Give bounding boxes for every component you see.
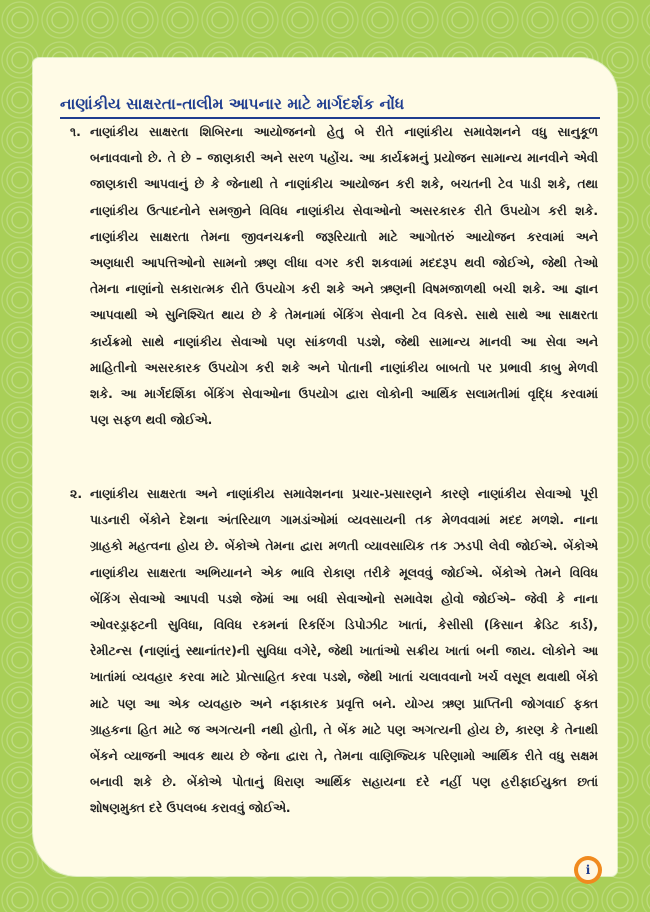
text-line: માટે પણ આ એક વ્યવહારુ અને નફાકારક પ્રવૃત્તિ બને. યોગ્ય ઋણ પ્રાપ્તિની જોગવાઈ ફક્ત <box>90 696 598 711</box>
text-line: નાણાંકીય ઉત્પાદનોને સમજીને વિવિધ નાણાંકીય સેવાઓનો અસરકારક રીતે ઉપયોગ કરી શકે. <box>90 203 598 218</box>
item-number: ૨. <box>70 486 83 501</box>
text-line: બનાવી શકે છે. બેંકોએ પોતાનું ધિરાણ આર્થિક સહાયના દરે નહીં પણ હરીફાઈયુક્ત છતાં <box>90 775 598 790</box>
text-line: બેંકિંગ સેવાઓ આપવી પડશે જેમાં આ બધી સેવાઓનો સમાવેશ હોવો જોઈએ– જેવી કે નાના <box>90 591 598 606</box>
text-line: શકે. આ માર્ગદર્શિકા બેંકિંગ સેવાઓના ઉપયોગ દ્વારા લોકોની આર્થિક સલામતીમાં વૃદ્ધિ કરવામાં <box>90 386 598 401</box>
text-line: બનાવવાનો છે. તે છે – જાણકારી અને સરળ પહોંચ. આ કાર્યક્રમનું પ્રયોજન સામાન્ય માનવીને એવી <box>90 151 598 166</box>
text-line: ઓવરડ્રાફ્ટની સુવિધા, વિવિધ રકમનાં રિકરિંગ ડિપોઝીટ ખાતાં, કેસીસી (કિસાન ક્રેડિટ કાર્ડ), <box>90 617 598 632</box>
text-line: નાણાંકીય સાક્ષરતા શિબિરના આયોજનનો હેતુ બે રીતે નાણાંકીય સમાવેશનને વધુ સાનુકૂળ <box>90 125 598 139</box>
text-line: નાણાંકીય સાક્ષરતા તેમના જીવનચક્રની જરૂરિયાતો માટે આગોતરું આયોજન કરવામાં અને <box>90 229 598 244</box>
text-line: બેંકને વ્યાજની આવક થાય છે જેના દ્વારા તે, તેમના વાણિજ્યિક પરિણામો આર્થિક રીતે વધુ સક્ષમ <box>90 748 598 763</box>
text-line: નાણાંકીય સાક્ષરતા અને નાણાંકીય સમાવેશનના પ્રચાર-પ્રસારણને કારણે નાણાંકીય સેવાઓ પૂરી <box>90 487 598 501</box>
text-line: માહિતીનો અસરકારક ઉપયોગ કરી શકે અને પોતાની નાણાંકીય બાબતો પર પ્રભાવી કાબુ મેળવી <box>90 360 598 375</box>
text-line: ખાતાંમાં વ્યવહાર કરવા માટે પ્રોત્સાહિત કરવા પડશે, જેથી ખાતાં ચલાવવાનો ખર્ચ વસૂલ થવાથી બેંકો <box>90 670 598 685</box>
text-line: ગ્રાહકના હિત માટે જ અગત્યની નથી હોતી, તે બેંક માટે પણ અગત્યની હોય છે, કારણ કે તેનાથી <box>90 722 598 737</box>
item-paragraph <box>90 486 598 826</box>
page-number: i <box>578 860 598 880</box>
text-line: ગ્રાહકો મહત્વના હોય છે. બેંકોએ તેમના દ્વારા મળતી વ્યાવસાયિક તક ઝડપી લેવી જોઈએ. બેંકોએ <box>90 539 598 554</box>
text-line: કાર્યક્રમો સાથે નાણાંકીય સેવાઓ પણ સાંકળવી પડશે, જેથી સામાન્ય માનવી આ સેવા અને <box>90 334 598 349</box>
text-line: પાડનારી બેંકોને દેશના અંતરિયાળ ગામડાંઓમાં વ્યવસાયની તક મેળવવામાં મદદ મળશે. નાના <box>90 513 598 528</box>
text-line: પણ સફળ થવી જોઈએ. <box>90 413 213 428</box>
text-line: શોષણમુક્ત દરે ઉપલબ્ધ કરાવવું જોઈએ. <box>90 801 291 816</box>
item-number: ૧. <box>70 124 81 139</box>
text-line: જાણકારી આપવાનું છે કે જેનાથી તે નાણાંકીય આયોજન કરી શકે, બચતની ટેવ પાડી શકે, તથા <box>90 177 598 192</box>
text-line: નાણાંકીય સાક્ષરતા અભિયાનને એક ભાવિ રોકાણ તરીકે મૂલવવું જોઈએ. બેંકોએ તેમને વિવિધ <box>90 565 598 580</box>
text-line: અણધારી આપત્તિઓનો સામનો ઋણ લીધા વગર કરી શકવામાં મદદરૂપ થવી જોઈએ, જેથી તેઓ <box>90 255 598 270</box>
page-number-badge <box>574 856 602 884</box>
heading-underline <box>60 117 600 119</box>
page-heading: નાણાંકીય સાક્ષરતા-તાલીમ આપનાર માટે માર્ગદર્શક નોંધ <box>60 95 405 113</box>
text-line: રેમીટન્સ (નાણાંનું સ્થાનાંતર)ની સુવિધા વગેરે, જેથી ખાતાંઓ સક્રીય ખાતાં બની જાય. લોકોને આ <box>90 644 598 659</box>
item-paragraph <box>90 124 598 438</box>
text-line: તેમના નાણાંનો સકારાત્મક રીતે ઉપયોગ કરી શકે અને ઋણની વિષમજાળથી બચી શકે. આ જ્ઞાન <box>90 282 598 297</box>
text-line: આપવાથી એ સુનિશ્ચિત થાય છે કે તેમનામાં બેંકિંગ સેવાની ટેવ વિકસે. સાથે સાથે આ સાક્ષરતા <box>90 308 598 323</box>
